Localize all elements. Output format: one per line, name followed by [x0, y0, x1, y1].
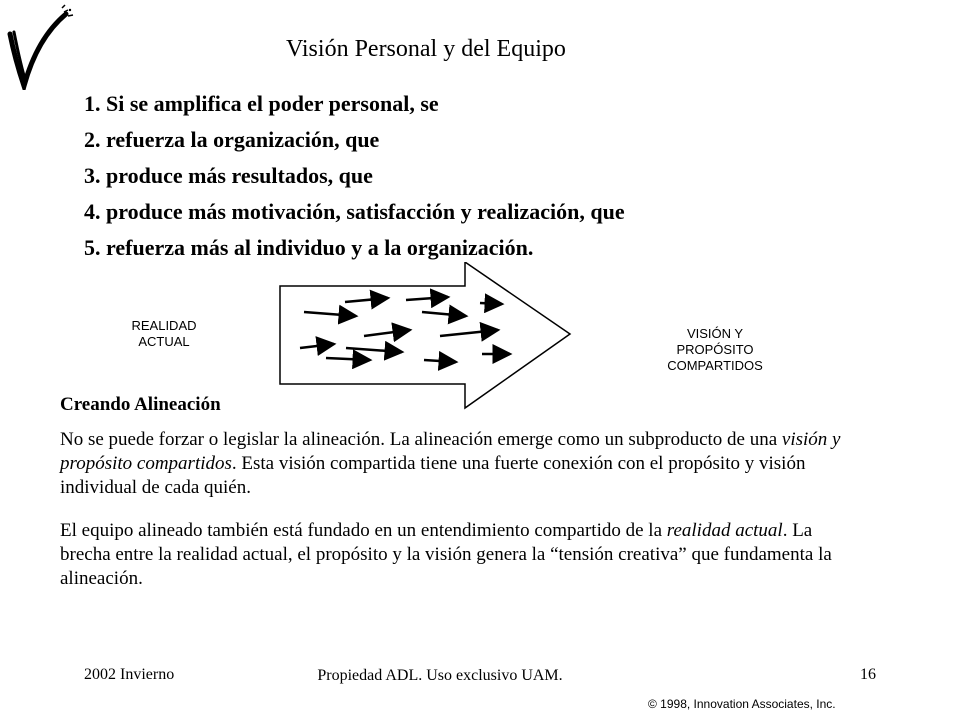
small-arrow — [480, 303, 502, 304]
label-line: ACTUAL — [138, 334, 190, 349]
shared-vision-label — [650, 326, 780, 374]
label-line: COMPARTIDOS — [667, 358, 763, 373]
current-reality-label — [104, 318, 224, 350]
paragraph-1 — [60, 428, 860, 500]
page-title: Visión Personal y del Equipo — [286, 36, 566, 62]
section-heading: Creando Alineación — [60, 394, 221, 415]
footer-ownership: Propiedad ADL. Uso exclusivo UAM. — [317, 667, 563, 684]
list-item: 3. produce más resultados, que — [84, 163, 373, 188]
text-span: No se puede forzar o legislar la alineación. La alineación emerge como un subproducto de una — [60, 429, 782, 450]
text-span: . La brecha entre la realidad actual, el propósito y la visión genera la “tensión creativa” que fundamenta la alineación. — [60, 520, 832, 589]
list-item: 4. produce más motivación, satisfacción y realización, que — [84, 199, 625, 224]
v-logo-icon — [4, 4, 76, 90]
list-item: 5. refuerza más al individuo y a la organización. — [84, 235, 534, 260]
text-span: El equipo alineado también está fundado en un entendimiento compartido de la — [60, 520, 667, 541]
copyright-notice: © 1998, Innovation Associates, Inc. — [648, 697, 836, 711]
page-number: 16 — [860, 666, 876, 683]
label-line: PROPÓSITO — [676, 342, 754, 357]
label-line: VISIÓN Y — [686, 326, 744, 341]
paragraph-2 — [60, 519, 860, 591]
emphasis-span: visión y propósito compartidos — [60, 429, 841, 474]
big-arrow-shape — [280, 262, 570, 408]
footer-date: 2002 Invierno — [84, 666, 175, 683]
numbered-list — [84, 88, 625, 268]
emphasis-span: realidad actual — [666, 520, 783, 541]
text-span: . Esta visión compartida tiene una fuerte conexión con el propósito y visión individual de cada quién. — [60, 453, 806, 498]
list-item: 2. refuerza la organización, que — [84, 127, 380, 152]
list-item: 1. Si se amplifica el poder personal, se — [84, 91, 439, 116]
label-line: REALIDAD — [131, 318, 197, 333]
